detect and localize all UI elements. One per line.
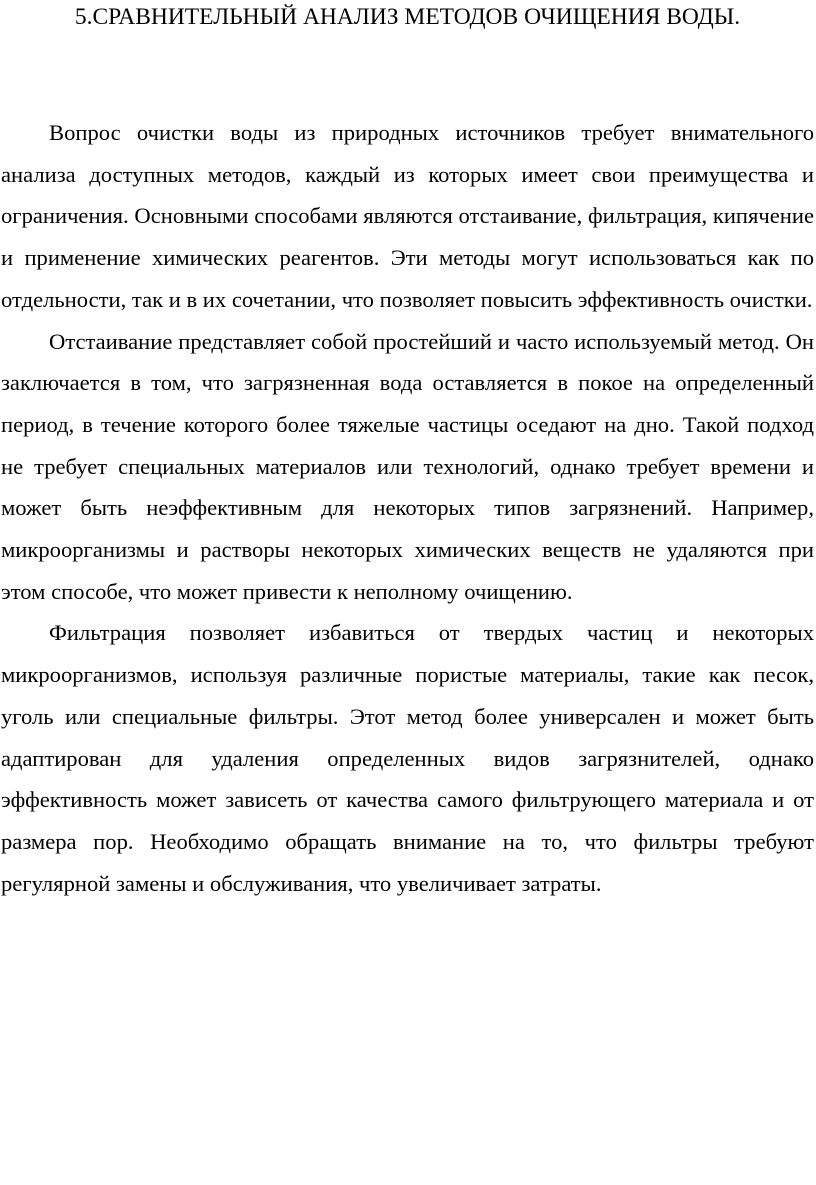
paragraph-sedimentation: Отстаивание представляет собой простейший и часто используемый метод. Он заключается в том, что загрязненная вода оставляется в покое на определенный период, в течение которого более тяжелые частицы оседают на дно. Такой подход не требует специальных материалов или технологий, однако требует времени и может быть неэффективным для некоторых типов загрязнений. Например, микроорганизмы и растворы некоторых химических веществ не удаляются при этом способе, что может привести к неполному очищению. (1, 328, 814, 604)
paragraph-intro: Вопрос очистки воды из природных источников требует внимательного анализа доступных методов, каждый из которых имеет свои преимущества и ограничения. Основными способами являются отстаивание, фильтрация, кипячение и применение химических реагентов. Эти методы могут использоваться как по отдельности, так и в их сочетании, что позволяет повысить эффективность очистки. (1, 120, 814, 312)
paragraph-filtration: Фильтрация позволяет избавиться от твердых частиц и некоторых микроорганизмов, используя различные пористые материалы, такие как песок, уголь или специальные фильтры. Этот метод более универсален и может быть адаптирован для удаления определенных видов загрязнителей, однако эффективность может зависеть от качества самого фильтрующего материала и от размера пор. Необходимо обращать внимание на то, что фильтры требуют регулярной замены и обслуживания, что увеличивает затраты. (1, 620, 814, 896)
section-title: 5.СРАВНИТЕЛЬНЫЙ АНАЛИЗ МЕТОДОВ ОЧИЩЕНИЯ ВОДЫ. (74, 4, 741, 30)
